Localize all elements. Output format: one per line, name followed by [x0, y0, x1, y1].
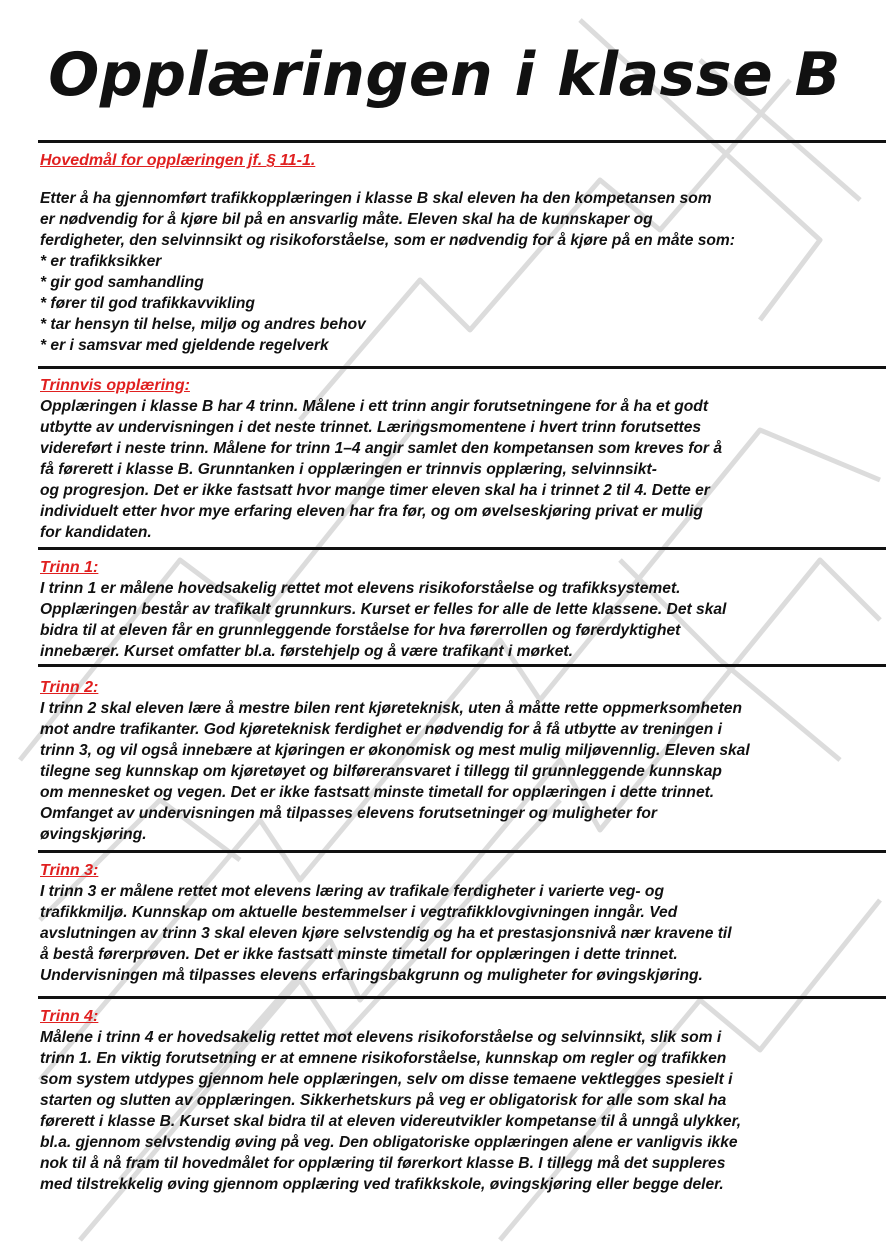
section-text: Opplæringen i klasse B har 4 trinn. Målene i ett trinn angir forutsetningene for å ha et godt utbytte av undervisningen i det neste trinnet. Læringsmomentene i hvert trinn forutsettes videreført i neste trinn. Målene for trinn 1–4 angir samlet den kompetansen som kreves for å få førerett i klasse B. Grunntanken i opplæringen er trinnvis opplæring, selvinnsikt- og progresjon. Det er ikke fastsatt hvor mange timer eleven skal ha i trinnet 2 til 4. Dette er individuelt etter hvor mye erfaring eleven har fra før, og om øvelseskjøring privat er mulig for kandidaten.: [40, 398, 722, 541]
section-text: I trinn 1 er målene hovedsakelig rettet mot elevens risikoforståelse og trafikksystemet. Opplæringen består av trafikalt grunnkurs. Kurset er felles for alle de lette klassene. Det skal bidra til at eleven får en grunnleggende forståelse for hva førerrollen og førerdyktighet innebærer. Kurset omfatter bl.a. førstehjelp og å være trafikant i mørket.: [40, 580, 727, 660]
goal-list: [40, 251, 876, 356]
section-heading: Trinn 3:: [40, 862, 99, 879]
divider: [38, 366, 886, 369]
section-text: I trinn 3 er målene rettet mot elevens læring av trafikale ferdigheter i varierte veg- og trafikkmiljø. Kunnskap om aktuelle bestemmelser i vegtrafikklovgivningen inngår. Ved avslutningen av trinn 3 skal eleven kjøre selvstendig og ha et prestasjonsnivå nær kravene til å bestå førerprøven. Det er ikke fastsatt minste timetall for opplæringen i dette trinnet. Undervisningen må tilpasses elevens erfaringsbakgrunn og muligheter for øvingskjøring.: [40, 883, 732, 984]
section-trinn-3: [40, 860, 876, 986]
divider: [38, 664, 886, 667]
section-trinn-1: [40, 557, 876, 662]
list-item: * gir god samhandling: [40, 274, 204, 291]
section-text: Målene i trinn 4 er hovedsakelig rettet mot elevens risikoforståelse og selvinnsikt, slik som i trinn 1. En viktig forutsetning er at emnene risikoforståelse, kunnskap om regler og trafikken som system utdypes gjennom hele opplæringen, selv om disse temaene vektlegges spesielt i starten og slutten av opplæringen. Sikkerhetskurs på veg er obligatorisk for alle som skal ha førerett i klasse B. Kurset skal bidra til at eleven videreutvikler kompetanse til å unngå ulykker, bl.a. gjennom selvstendig øving på veg. Den obligatoriske opplæringen alene er vanligvis ikke nok til å nå fram til hovedmålet for opplæring til førerkort klasse B. I tillegg må det suppleres med tilstrekkelig øving gjennom opplæring ved trafikkskole, øvingskjøring eller begge deler.: [40, 1029, 742, 1193]
section-trinn-2: [40, 677, 876, 845]
divider: [38, 140, 886, 143]
divider: [38, 547, 886, 550]
section-heading: Trinnvis opplæring:: [40, 377, 190, 394]
divider: [38, 996, 886, 999]
section-hovedmal: [40, 150, 876, 356]
section-heading: Trinn 4:: [40, 1008, 99, 1025]
divider: [38, 850, 886, 853]
section-trinn-4: [40, 1006, 876, 1195]
list-item: * fører til god trafikkavvikling: [40, 295, 255, 312]
section-text: I trinn 2 skal eleven lære å mestre bilen rent kjøreteknisk, uten å måtte rette oppmerksomheten mot andre trafikanter. God kjøreteknisk ferdighet er nødvendig for å få utbytte av treningen i trinn 3, og vil også innebære at kjøringen er økonomisk og mest mulig miljøvennlig. Eleven skal tilegne seg kunnskap om kjøretøyet og bilføreransvaret i tillegg til grunnleggende kunnskap om mennesket og vegen. Det er ikke fastsatt minste timetall for opplæringen i dette trinnet. Omfanget av undervisningen må tilpasses elevens forutsetninger og muligheter for øvingskjøring.: [40, 700, 750, 843]
section-heading: Hovedmål for opplæringen jf. § 11-1.: [40, 152, 316, 169]
section-heading: Trinn 2:: [40, 679, 99, 696]
section-text: Etter å ha gjennomført trafikkopplæringen i klasse B skal eleven ha den kompetansen som er nødvendig for å kjøre bil på en ansvarlig måte. Eleven skal ha de kunnskaper og ferdigheter, den selvinnsikt og risikoforståelse, som er nødvendig for å kjøre på en måte som:: [40, 190, 735, 249]
list-item: * er trafikksikker: [40, 253, 162, 270]
list-item: * tar hensyn til helse, miljø og andres behov: [40, 316, 366, 333]
page-title: Opplæringen i klasse B: [48, 40, 841, 110]
list-item: * er i samsvar med gjeldende regelverk: [40, 337, 329, 354]
section-heading: Trinn 1:: [40, 559, 99, 576]
section-trinnvis: [40, 375, 876, 543]
